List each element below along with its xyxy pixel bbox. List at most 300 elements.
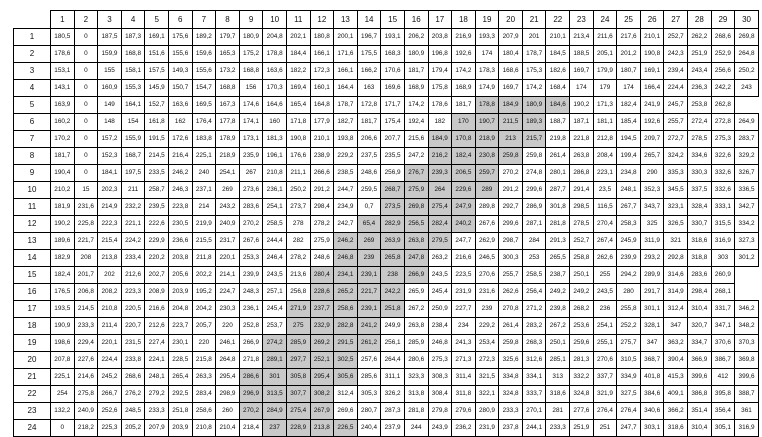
row-header: 13 — [14, 233, 51, 250]
table-cell: 259,8 — [522, 148, 546, 165]
table-cell: 282,8 — [334, 318, 358, 335]
table-cell: 168,9 — [404, 80, 428, 97]
table-cell: 181,7 — [404, 63, 428, 80]
table-cell: 218,9 — [475, 131, 499, 148]
table-cell: 253,6 — [570, 318, 594, 335]
table-cell: 234,1 — [334, 267, 358, 284]
table-cell: 157,5 — [145, 63, 169, 80]
table-cell: 280,6 — [404, 352, 428, 369]
table-cell: 211,5 — [499, 114, 523, 131]
table-cell: 171,6 — [334, 46, 358, 63]
column-header: 5 — [145, 11, 169, 29]
table-cell: 345,5 — [664, 182, 688, 199]
table-cell: 335,3 — [664, 165, 688, 182]
table-cell: 334,7 — [688, 335, 712, 352]
table-cell: 325 — [640, 216, 664, 233]
table-cell: 166,1 — [310, 46, 334, 63]
table-row — [14, 369, 759, 386]
table-cell: 223,1 — [593, 165, 617, 182]
table-cell: 188,7 — [546, 114, 570, 131]
table-cell: 143,1 — [51, 80, 75, 97]
table-cell: 245,7 — [664, 97, 688, 114]
table-cell: 224,7 — [216, 284, 240, 301]
table-cell: 212,6 — [145, 318, 169, 335]
table-cell: 190,4 — [51, 165, 75, 182]
column-header: 18 — [452, 11, 476, 29]
table-cell: 250,2 — [286, 182, 310, 199]
column-header: 13 — [334, 11, 358, 29]
table-cell: 269,2 — [310, 335, 334, 352]
table-cell: 188,5 — [570, 46, 594, 63]
table-cell: 237,1 — [192, 182, 216, 199]
table-cell: 210,1 — [310, 131, 334, 148]
table-cell: 230,8 — [475, 148, 499, 165]
table-cell: 237,5 — [357, 148, 381, 165]
table-cell: 265,5 — [546, 250, 570, 267]
table-cell: 204,8 — [168, 301, 192, 318]
table-cell: 412 — [711, 369, 735, 386]
table-cell: 279,5 — [428, 233, 452, 250]
table-cell: 263,2 — [428, 250, 452, 267]
table-cell: 178,8 — [263, 46, 287, 63]
table-cell: 231,6 — [74, 199, 98, 216]
table-cell: 267,9 — [310, 403, 334, 420]
table-cell: 205,6 — [168, 267, 192, 284]
table-cell: 210,8 — [192, 420, 216, 437]
table-cell: 305,3 — [357, 386, 381, 403]
table-cell: 318,6 — [546, 386, 570, 403]
table-cell: 229,2 — [334, 148, 358, 165]
table-cell: 269 — [357, 233, 381, 250]
table-cell: 243,5 — [428, 267, 452, 284]
table-cell: 278,5 — [570, 216, 594, 233]
table-cell: 145,9 — [145, 80, 169, 97]
table-cell: 189,6 — [51, 233, 75, 250]
row-header: 19 — [14, 335, 51, 352]
table-cell: 159,6 — [192, 46, 216, 63]
table-cell: 228,5 — [168, 352, 192, 369]
table-row — [14, 46, 759, 63]
table-cell: 164,1 — [121, 97, 145, 114]
table-cell: 243,5 — [593, 284, 617, 301]
table-row — [14, 148, 759, 165]
table-cell: 280 — [617, 284, 641, 301]
table-row — [14, 97, 759, 114]
table-cell: 236,1 — [239, 301, 263, 318]
table-cell: 275 — [286, 318, 310, 335]
table-cell: 230,5 — [168, 216, 192, 233]
table-cell: 246,3 — [168, 182, 192, 199]
table-cell: 252,1 — [310, 352, 334, 369]
table-cell: 205,1 — [593, 46, 617, 63]
table-cell: 312,4 — [664, 301, 688, 318]
table-cell: 238,5 — [334, 165, 358, 182]
table-cell: 311,4 — [452, 369, 476, 386]
table-row — [14, 352, 759, 369]
table-cell: 221,8 — [570, 131, 594, 148]
table-cell: 208 — [74, 250, 98, 267]
table-cell: 233,5 — [145, 165, 169, 182]
table-cell: 334,6 — [688, 148, 712, 165]
table-cell: 298,4 — [688, 284, 712, 301]
table-cell: 369,8 — [735, 352, 759, 369]
table-cell: 179,9 — [593, 63, 617, 80]
table-cell: 263,8 — [570, 148, 594, 165]
table-cell: 155,9 — [121, 131, 145, 148]
table-cell: 264,8 — [735, 46, 759, 63]
table-cell: 312,4 — [334, 386, 358, 403]
table-cell: 268,7 — [381, 182, 405, 199]
table-cell: 324,2 — [664, 148, 688, 165]
table-cell: 263,8 — [404, 233, 428, 250]
table-cell: 181,9 — [51, 199, 75, 216]
table-cell: 239,4 — [664, 63, 688, 80]
table-cell: 255,7 — [499, 267, 523, 284]
table-cell: 0 — [74, 97, 98, 114]
table-cell: 268,1 — [711, 284, 735, 301]
table-cell: 238,4 — [428, 318, 452, 335]
table-cell: 253,3 — [239, 250, 263, 267]
table-cell: 231,9 — [452, 284, 476, 301]
table-cell: 163,9 — [51, 97, 75, 114]
table-cell: 251 — [593, 420, 617, 437]
table-cell: 211,6 — [593, 29, 617, 46]
table-cell: 229,9 — [145, 233, 169, 250]
column-header: 28 — [688, 11, 712, 29]
table-cell: 242,2 — [711, 80, 735, 97]
table-cell: 236,3 — [688, 80, 712, 97]
table-cell: 183,8 — [192, 131, 216, 148]
table-cell: 324,8 — [570, 386, 594, 403]
table-cell: 287,1 — [522, 216, 546, 233]
table-cell: 334,8 — [499, 369, 523, 386]
table-cell: 218,4 — [239, 420, 263, 437]
table-cell: 243,2 — [216, 199, 240, 216]
table-cell: 268,2 — [570, 301, 594, 318]
table-cell: 259,8 — [499, 148, 523, 165]
table-cell: 207,9 — [145, 420, 169, 437]
table-cell: 311,8 — [452, 386, 476, 403]
table-cell: 263,3 — [192, 369, 216, 386]
table-cell: 210,8 — [98, 301, 122, 318]
table-cell: 352,3 — [640, 182, 664, 199]
table-cell: 256,4 — [522, 284, 546, 301]
table-cell: 401,8 — [640, 369, 664, 386]
row-header: 1 — [14, 29, 51, 46]
table-cell: 173,2 — [216, 63, 240, 80]
table-cell: 172,3 — [310, 63, 334, 80]
table-cell: 194,5 — [617, 131, 641, 148]
table-cell: 346,2 — [735, 301, 759, 318]
table-cell: 212,8 — [593, 131, 617, 148]
table-cell: 228,9 — [286, 420, 310, 437]
table-cell: 218,9 — [216, 148, 240, 165]
table-cell: 0,7 — [357, 199, 381, 216]
table-cell: 333,7 — [522, 386, 546, 403]
table-cell: 217,6 — [617, 29, 641, 46]
table-cell: 182,2 — [286, 63, 310, 80]
table-cell: 160 — [263, 114, 287, 131]
table-cell: 260,9 — [711, 267, 735, 284]
table-cell: 220,7 — [121, 318, 145, 335]
table-cell: 259,7 — [475, 165, 499, 182]
table-cell: 221,7 — [74, 233, 98, 250]
row-header: 8 — [14, 148, 51, 165]
table-cell: 0 — [74, 131, 98, 148]
table-cell: 225,8 — [74, 216, 98, 233]
table-cell: 214,1 — [216, 267, 240, 284]
table-cell: 314,6 — [664, 267, 688, 284]
table-cell: 193,1 — [381, 29, 405, 46]
table-cell: 311,1 — [381, 369, 405, 386]
table-cell: 305,8 — [286, 369, 310, 386]
table-cell: 190,8 — [640, 46, 664, 63]
table-cell: 245,9 — [617, 233, 641, 250]
table-cell: 182,7 — [334, 114, 358, 131]
column-header: 19 — [475, 11, 499, 29]
table-body — [14, 29, 759, 437]
table-cell: 148 — [98, 114, 122, 131]
table-cell: 273,6 — [239, 182, 263, 199]
table-cell: 169,5 — [192, 97, 216, 114]
table-cell: 184,1 — [98, 165, 122, 182]
table-cell: 169,4 — [286, 80, 310, 97]
column-header: 30 — [735, 11, 759, 29]
table-cell: 225,3 — [98, 420, 122, 437]
table-cell: 179,4 — [428, 63, 452, 80]
table-cell: 178,3 — [475, 63, 499, 80]
table-cell: 272,3 — [475, 352, 499, 369]
table-cell: 290 — [640, 165, 664, 182]
table-cell: 175,5 — [357, 46, 381, 63]
table-cell: 368,7 — [640, 352, 664, 369]
table-cell: 207,8 — [51, 352, 75, 369]
table-cell: 149,3 — [168, 63, 192, 80]
table-cell: 281,8 — [404, 403, 428, 420]
table-cell: 233,3 — [499, 403, 523, 420]
table-cell: 285,9 — [286, 335, 310, 352]
table-cell: 258,7 — [145, 182, 169, 199]
table-cell: 0 — [74, 114, 98, 131]
table-cell: 164,6 — [263, 97, 287, 114]
table-cell: 246,2 — [168, 165, 192, 182]
table-cell: 192,6 — [452, 46, 476, 63]
table-cell: 289 — [475, 182, 499, 199]
table-cell: 152,3 — [98, 148, 122, 165]
table-cell: 215,8 — [192, 352, 216, 369]
table-cell: 326,7 — [735, 165, 759, 182]
table-cell: 259,5 — [357, 182, 381, 199]
table-cell: 235,5 — [381, 148, 405, 165]
row-header: 17 — [14, 301, 51, 318]
table-cell: 249,2 — [570, 284, 594, 301]
table-cell: 386,7 — [711, 352, 735, 369]
table-cell: 182 — [428, 114, 452, 131]
table-cell: 322,1 — [475, 386, 499, 403]
table-cell: 308,3 — [428, 369, 452, 386]
table-cell: 180,9 — [239, 29, 263, 46]
column-header: 14 — [357, 11, 381, 29]
table-cell: 231,5 — [121, 335, 145, 352]
data-grid-sheet — [13, 10, 758, 430]
table-cell: 275,8 — [74, 386, 98, 403]
table-cell: 215,7 — [522, 131, 546, 148]
table-cell: 291,3 — [546, 233, 570, 250]
table-cell: 222,6 — [145, 216, 169, 233]
table-cell: 182,4 — [617, 97, 641, 114]
table-cell: 168,3 — [381, 46, 405, 63]
table-cell: 222,3 — [98, 216, 122, 233]
table-cell: 210,1 — [640, 29, 664, 46]
table-cell: 273,7 — [286, 199, 310, 216]
table-cell: 193,8 — [334, 131, 358, 148]
table-cell: 163,6 — [168, 97, 192, 114]
table-cell: 225,1 — [192, 148, 216, 165]
table-cell: 243,5 — [263, 267, 287, 284]
table-cell: 214,6 — [74, 369, 98, 386]
table-cell: 270,6 — [475, 267, 499, 284]
column-header-row — [14, 11, 759, 29]
table-cell: 227,6 — [74, 352, 98, 369]
table-cell: 332,6 — [711, 182, 735, 199]
table-row — [14, 114, 759, 131]
table-cell: 180,8 — [310, 29, 334, 46]
table-cell: 241,3 — [452, 335, 476, 352]
table-cell: 216,6 — [145, 301, 169, 318]
table-cell: 223,7 — [168, 318, 192, 335]
column-header: 29 — [711, 11, 735, 29]
table-cell: 180,4 — [499, 46, 523, 63]
table-cell: 214 — [192, 199, 216, 216]
table-row — [14, 284, 759, 301]
table-cell: 242,3 — [664, 46, 688, 63]
table-cell: 275,9 — [404, 182, 428, 199]
table-cell: 180,9 — [404, 46, 428, 63]
row-header: 15 — [14, 267, 51, 284]
table-cell: 270,2 — [499, 165, 523, 182]
table-cell: 195,2 — [192, 284, 216, 301]
table-cell: 169,6 — [381, 80, 405, 97]
table-row — [14, 250, 759, 267]
table-cell: 190,7 — [475, 114, 499, 131]
table-cell: 301,2 — [735, 250, 759, 267]
table-cell: 298,4 — [310, 199, 334, 216]
table-cell: 182,6 — [546, 63, 570, 80]
table-cell: 322,6 — [711, 148, 735, 165]
table-cell: 247,8 — [404, 250, 428, 267]
table-cell: 241,2 — [357, 318, 381, 335]
table-cell: 132,2 — [51, 403, 75, 420]
table-cell: 216,6 — [452, 250, 476, 267]
table-cell: 292,8 — [664, 250, 688, 267]
table-cell: 240 — [192, 165, 216, 182]
table-cell: 211,4 — [98, 318, 122, 335]
table-cell: 252,2 — [617, 318, 641, 335]
table-cell: 226,5 — [334, 420, 358, 437]
table-cell: 202,2 — [192, 267, 216, 284]
table-cell: 272,7 — [664, 131, 688, 148]
table-cell: 206,8 — [74, 284, 98, 301]
table-cell: 244 — [404, 420, 428, 437]
table-cell: 178,7 — [334, 97, 358, 114]
table-cell: 275,4 — [286, 403, 310, 420]
table-cell: 399,6 — [688, 369, 712, 386]
table-cell: 175,2 — [239, 46, 263, 63]
table-cell: 172,6 — [168, 131, 192, 148]
table-cell: 262,2 — [688, 29, 712, 46]
table-cell: 23,5 — [593, 182, 617, 199]
table-cell: 236,1 — [263, 182, 287, 199]
table-cell: 203,8 — [168, 250, 192, 267]
table-row — [14, 63, 759, 80]
table-cell: 275,9 — [310, 233, 334, 250]
table-cell: 223,8 — [168, 199, 192, 216]
table-cell: 286,8 — [570, 165, 594, 182]
table-cell: 409,1 — [664, 386, 688, 403]
table-cell: 174,6 — [239, 97, 263, 114]
column-header: 27 — [664, 11, 688, 29]
table-cell: 252,7 — [570, 233, 594, 250]
table-cell: 220,1 — [98, 335, 122, 352]
table-cell: 199,4 — [617, 148, 641, 165]
table-cell: 196,7 — [357, 29, 381, 46]
column-header: 4 — [121, 11, 145, 29]
table-cell: 334,2 — [735, 216, 759, 233]
table-cell: 192,6 — [640, 114, 664, 131]
table-cell: 258,6 — [192, 403, 216, 420]
table-cell: 173,1 — [239, 131, 263, 148]
table-cell: 196,1 — [263, 148, 287, 165]
table-cell: 308,4 — [428, 386, 452, 403]
table-cell: 313 — [546, 369, 570, 386]
table-cell: 243 — [735, 80, 759, 97]
table-cell: 399,6 — [735, 369, 759, 386]
table-cell: 330,3 — [688, 165, 712, 182]
table-cell: 201,7 — [74, 267, 98, 284]
row-header: 24 — [14, 420, 51, 437]
table-cell: 174,9 — [475, 80, 499, 97]
table-cell: 280,1 — [546, 165, 570, 182]
table-cell: 229,2 — [475, 318, 499, 335]
table-cell: 268,6 — [711, 29, 735, 46]
table-cell: 65,4 — [357, 216, 381, 233]
table-cell: 295,4 — [310, 369, 334, 386]
table-cell: 263,8 — [404, 318, 428, 335]
table-cell: 168,8 — [121, 46, 145, 63]
table-cell: 262,9 — [475, 233, 499, 250]
table-row — [14, 386, 759, 403]
table-cell: 181,7 — [357, 114, 381, 131]
table-row — [14, 199, 759, 216]
table-row — [14, 80, 759, 97]
column-header: 15 — [381, 11, 405, 29]
table-cell: 289,8 — [475, 199, 499, 216]
table-cell: 262,8 — [711, 97, 735, 114]
table-cell: 206,5 — [452, 165, 476, 182]
table-cell: 286,9 — [522, 199, 546, 216]
table-cell: 236 — [593, 301, 617, 318]
table-cell: 231,6 — [475, 284, 499, 301]
table-cell: 149 — [98, 97, 122, 114]
table-cell: 240,9 — [74, 403, 98, 420]
column-header: 3 — [98, 11, 122, 29]
table-cell: 236,6 — [168, 233, 192, 250]
table-cell: 238 — [381, 267, 405, 284]
table-cell: 184,4 — [286, 46, 310, 63]
table-cell: 238,9 — [310, 148, 334, 165]
table-cell: 282,4 — [428, 216, 452, 233]
table-cell: 162 — [168, 114, 192, 131]
